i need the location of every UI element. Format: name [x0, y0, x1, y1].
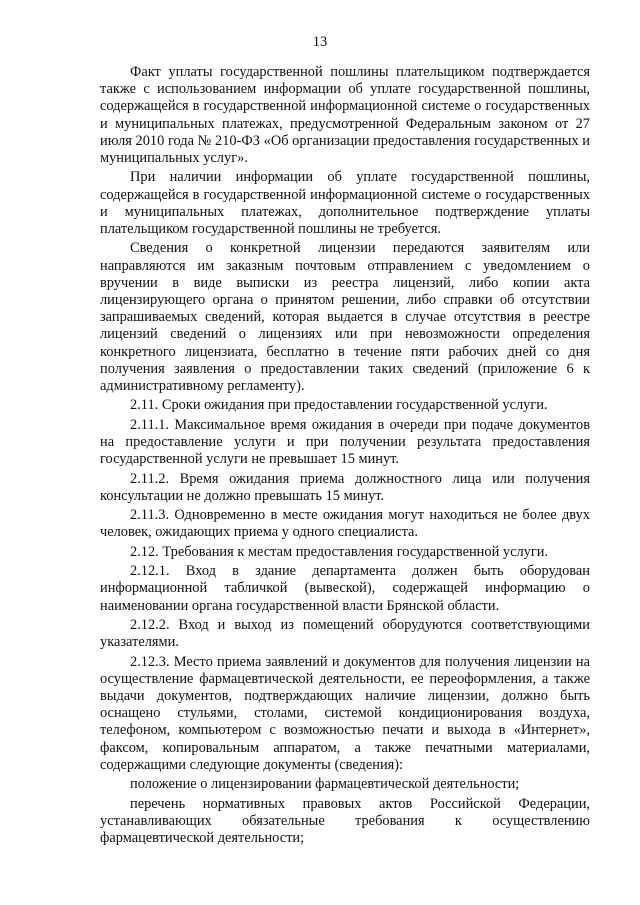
paragraph-license-info-transfer: Сведения о конкретной лицензии передаются заявителям или направляются им заказным почтовым отправлением с уведомлением о вручении в виде выписки из реестра лицензий, либо копии акта лицензирующего органа о принятом решении, либо справки об отсутствии запрашиваемых сведений, которая выдается в случае отсутствия в реестре лицензий сведений о лицензиях или при невозможности определения конкретного лицензиата, бесплатно в течение пяти рабочих дней со дня получения заявления о предоставлении таких сведений (приложение 6 к административному регламенту). [100, 240, 590, 395]
paragraph-2-11-3: 2.11.3. Одновременно в месте ожидания могут находиться не более двух человек, ожидающих приема у одного специалиста. [100, 507, 590, 541]
paragraph-2-12-3: 2.12.3. Место приема заявлений и документов для получения лицензии на осуществление фармацевтической деятельности, ее переоформления, а также выдачи документов, подтверждающих наличие лицензии, должно быть оснащено стульями, столами, системой кондиционирования воздуха, телефоном, компьютером с возможностью печати и выхода в «Интернет», факсом, копировальным аппаратом, а также печатными материалами, содержащими следующие документы (сведения): [100, 653, 590, 773]
paragraph-fee-payment-fact: Факт уплаты государственной пошлины плательщиком подтверждается также с использованием информации об уплате государственной пошлины, содержащейся в государственной информационной системе о государственных и муниципальных платежах, предусмотренной Федеральным законом от 27 июля 2010 года № 210-ФЗ «Об организации предоставления государственных и муниципальных услуг». [100, 64, 590, 167]
list-item-legal-acts: перечень нормативных правовых актов Российской Федерации, устанавливающих обязательные требования к осуществлению фармацевтической деятельности; [100, 795, 590, 846]
document-body [100, 64, 590, 849]
paragraph-2-11-2: 2.11.2. Время ожидания приема должностного лица или получения консультации не должно превышать 15 минут. [100, 470, 590, 504]
paragraph-2-12-1: 2.12.1. Вход в здание департамента должен быть оборудован информационной табличкой (вывеской), содержащей информацию о наименовании органа государственной власти Брянской области. [100, 563, 590, 614]
page-number: 13 [312, 34, 328, 50]
paragraph-2-11: 2.11. Сроки ожидания при предоставлении государственной услуги. [130, 397, 548, 414]
list-item-licensing-regulation: положение о лицензировании фармацевтической деятельности; [130, 776, 520, 793]
paragraph-2-12-2: 2.12.2. Вход и выход из помещений оборудуются соответствующими указателями. [100, 616, 590, 651]
paragraph-fee-info-available: При наличии информации об уплате государственной пошлины, содержащейся в государственной информационной системе о государственных и муниципальных платежах, дополнительное подтверждение уплаты плательщиком государственной пошлины не требуется. [100, 169, 590, 238]
paragraph-2-12: 2.12. Требования к местам предоставления государственной услуги. [130, 543, 549, 560]
paragraph-2-11-1: 2.11.1. Максимальное время ожидания в очереди при подаче документов на предоставление услуги и при получении результата предоставления государственной услуги не превышает 15 минут. [100, 416, 590, 468]
